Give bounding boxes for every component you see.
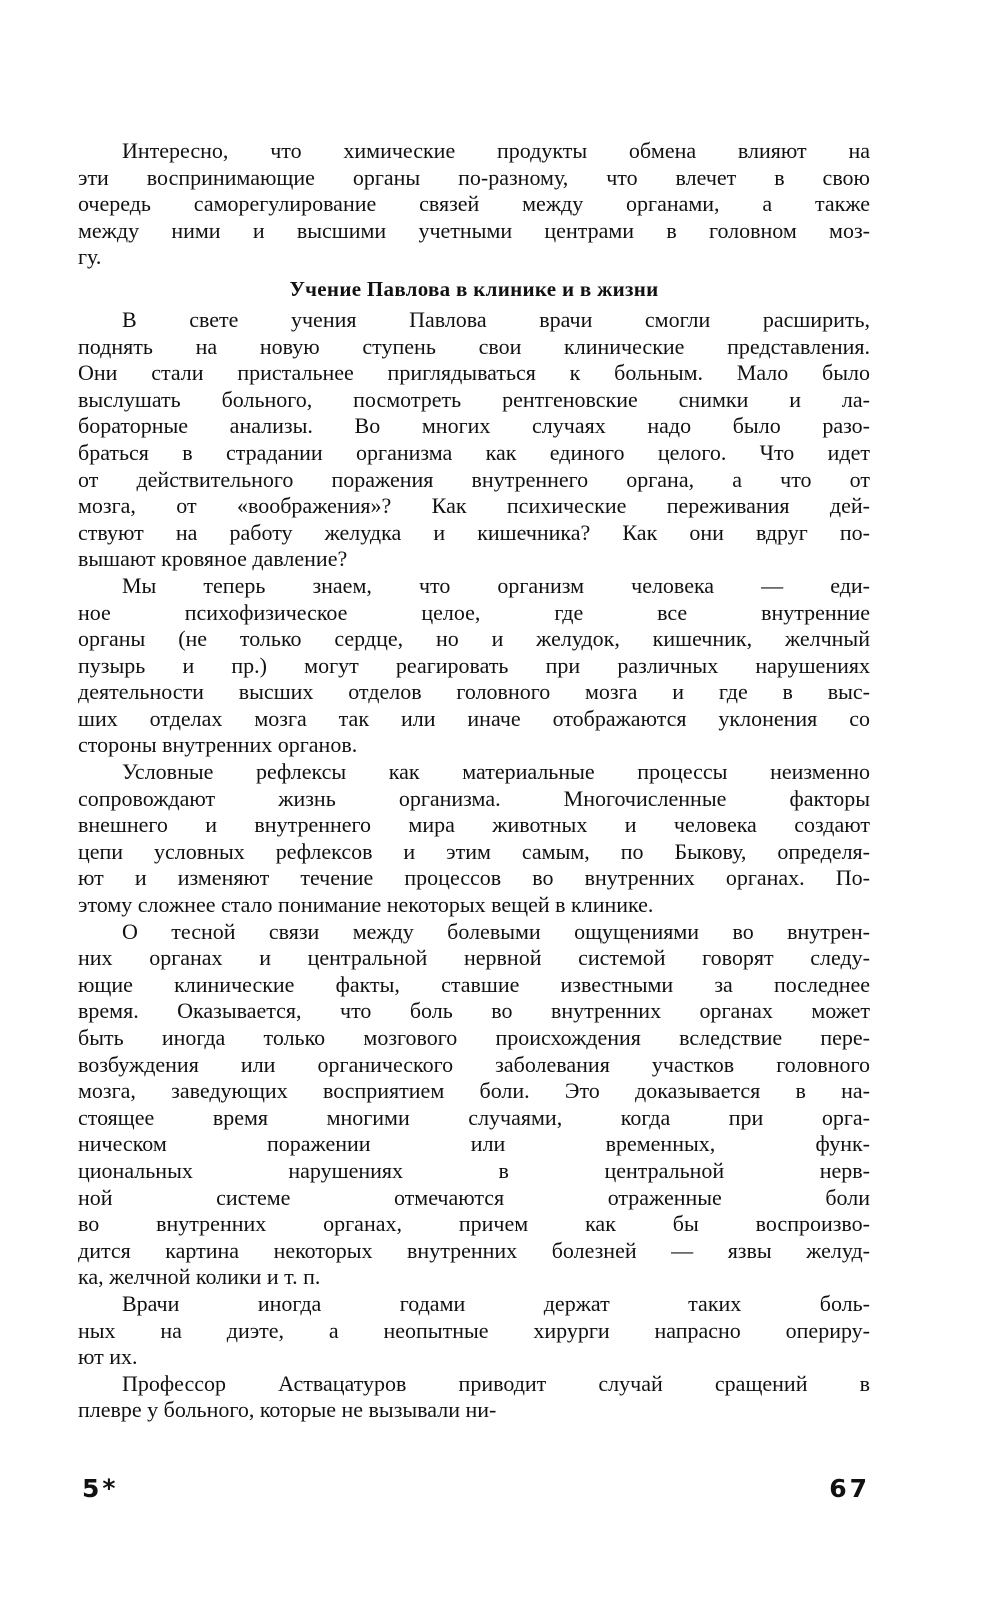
- text-line: ющие клинические факты, ставшие известными за последнее: [78, 971, 870, 997]
- text-line: ствуют на работу желудка и кишечника? Как они вдруг по-: [78, 519, 870, 545]
- paragraph: [78, 573, 870, 759]
- text-line: гу.: [78, 244, 102, 270]
- text-line: плевре у больного, которые не вызывали ни-: [78, 1397, 497, 1423]
- text-line: поднять на новую ступень свои клинические представления.: [78, 333, 870, 359]
- text-line: сопровождают жизнь организма. Многочисленные факторы: [78, 785, 870, 811]
- text-line: ют их.: [78, 1344, 138, 1370]
- text-line: О тесной связи между болевыми ощущениями во внутрен-: [122, 918, 870, 944]
- text-line: ших отделах мозга так или иначе отображаются уклонения со: [78, 705, 870, 731]
- text-line: время. Оказывается, что боль во внутренних органах может: [78, 998, 870, 1024]
- paragraph: [78, 1371, 870, 1424]
- page-body: [78, 138, 870, 1424]
- text-line: быть иногда только мозгового происхождения вследствие пере-: [78, 1025, 870, 1050]
- text-line: ной системе отмечаются отраженные боли: [78, 1184, 870, 1210]
- text-line: бораторные анализы. Во многих случаях надо было разо-: [78, 413, 870, 439]
- paragraph: [78, 138, 870, 271]
- text-line: Они стали пристальнее приглядываться к больным. Мало было: [78, 360, 870, 386]
- text-line: ных на диэте, а неопытные хирурги напрасно опериру-: [78, 1317, 870, 1343]
- page-number: 67: [829, 1474, 870, 1503]
- text-line: между ними и высшими учетными центрами в головном моз-: [78, 217, 870, 243]
- section-heading: Учение Павлова в клинике и в жизни: [289, 276, 659, 301]
- text-line: от действительного поражения внутреннего органа, а что от: [78, 466, 870, 492]
- text-line: ют и изменяют течение процессов во внутренних органах. По-: [78, 865, 870, 891]
- section-body: [78, 307, 870, 1424]
- text-line: Интересно, что химические продукты обмена влияют на: [122, 138, 870, 163]
- text-line: этому сложнее стало понимание некоторых вещей в клинике.: [78, 892, 654, 918]
- text-line: стоящее время многими случаями, когда при орга-: [78, 1104, 870, 1130]
- text-line: пузырь и пр.) могут реагировать при различных нарушениях: [78, 652, 870, 678]
- text-line: ка, желчной колики и т. п.: [78, 1264, 321, 1290]
- text-line: мозга, от «воображения»? Как психические переживания дей-: [78, 493, 870, 519]
- intro-paragraphs: [78, 138, 870, 271]
- text-line: дится картина некоторых внутренних болезней — язвы желуд-: [78, 1237, 870, 1263]
- paragraph: [78, 307, 870, 573]
- text-line: очередь саморегулирование связей между органами, а также: [78, 191, 870, 217]
- paragraph: [78, 1291, 870, 1371]
- paragraph: [78, 759, 870, 919]
- text-line: внешнего и внутреннего мира животных и человека создают: [78, 812, 870, 838]
- text-line: органы (не только сердце, но и желудок, кишечник, желчный: [78, 626, 870, 652]
- text-line: возбуждения или органического заболевания участков головного: [78, 1051, 870, 1077]
- page-footer: [78, 1474, 870, 1508]
- signature-mark: 5*: [82, 1474, 119, 1503]
- text-line: выслушать больного, посмотреть рентгеновские снимки и ла-: [78, 386, 870, 412]
- text-line: Профессор Аствацатуров приводит случай сращений в: [122, 1370, 870, 1396]
- text-line: ное психофизическое целое, где все внутренние: [78, 599, 870, 625]
- text-line: во внутренних органах, причем как бы воспроизво-: [78, 1211, 870, 1237]
- text-line: браться в страдании организма как единого целого. Что идет: [78, 439, 870, 465]
- text-line: Врачи иногда годами держат таких боль-: [122, 1290, 870, 1316]
- text-line: вышают кровяное давление?: [78, 546, 348, 572]
- text-line: циональных нарушениях в центральной нерв-: [78, 1157, 870, 1183]
- text-line: деятельности высших отделов головного мозга и где в выс-: [78, 679, 870, 705]
- text-line: них органах и центральной нервной системой говорят следу-: [78, 945, 870, 971]
- text-line: мозга, заведующих восприятием боли. Это доказывается в на-: [78, 1078, 870, 1104]
- text-line: Условные рефлексы как материальные процессы неизменно: [122, 759, 870, 785]
- text-line: В свете учения Павлова врачи смогли расширить,: [122, 306, 870, 332]
- text-line: стороны внутренних органов.: [78, 732, 358, 758]
- text-line: Мы теперь знаем, что организм человека — еди-: [122, 572, 870, 598]
- text-line: цепи условных рефлексов и этим самым, по Быкову, определя-: [78, 838, 870, 864]
- text-line: эти воспринимающие органы по-разному, что влечет в свою: [78, 164, 870, 190]
- paragraph: [78, 919, 870, 1291]
- text-line: ническом поражении или временных, функ-: [78, 1131, 870, 1157]
